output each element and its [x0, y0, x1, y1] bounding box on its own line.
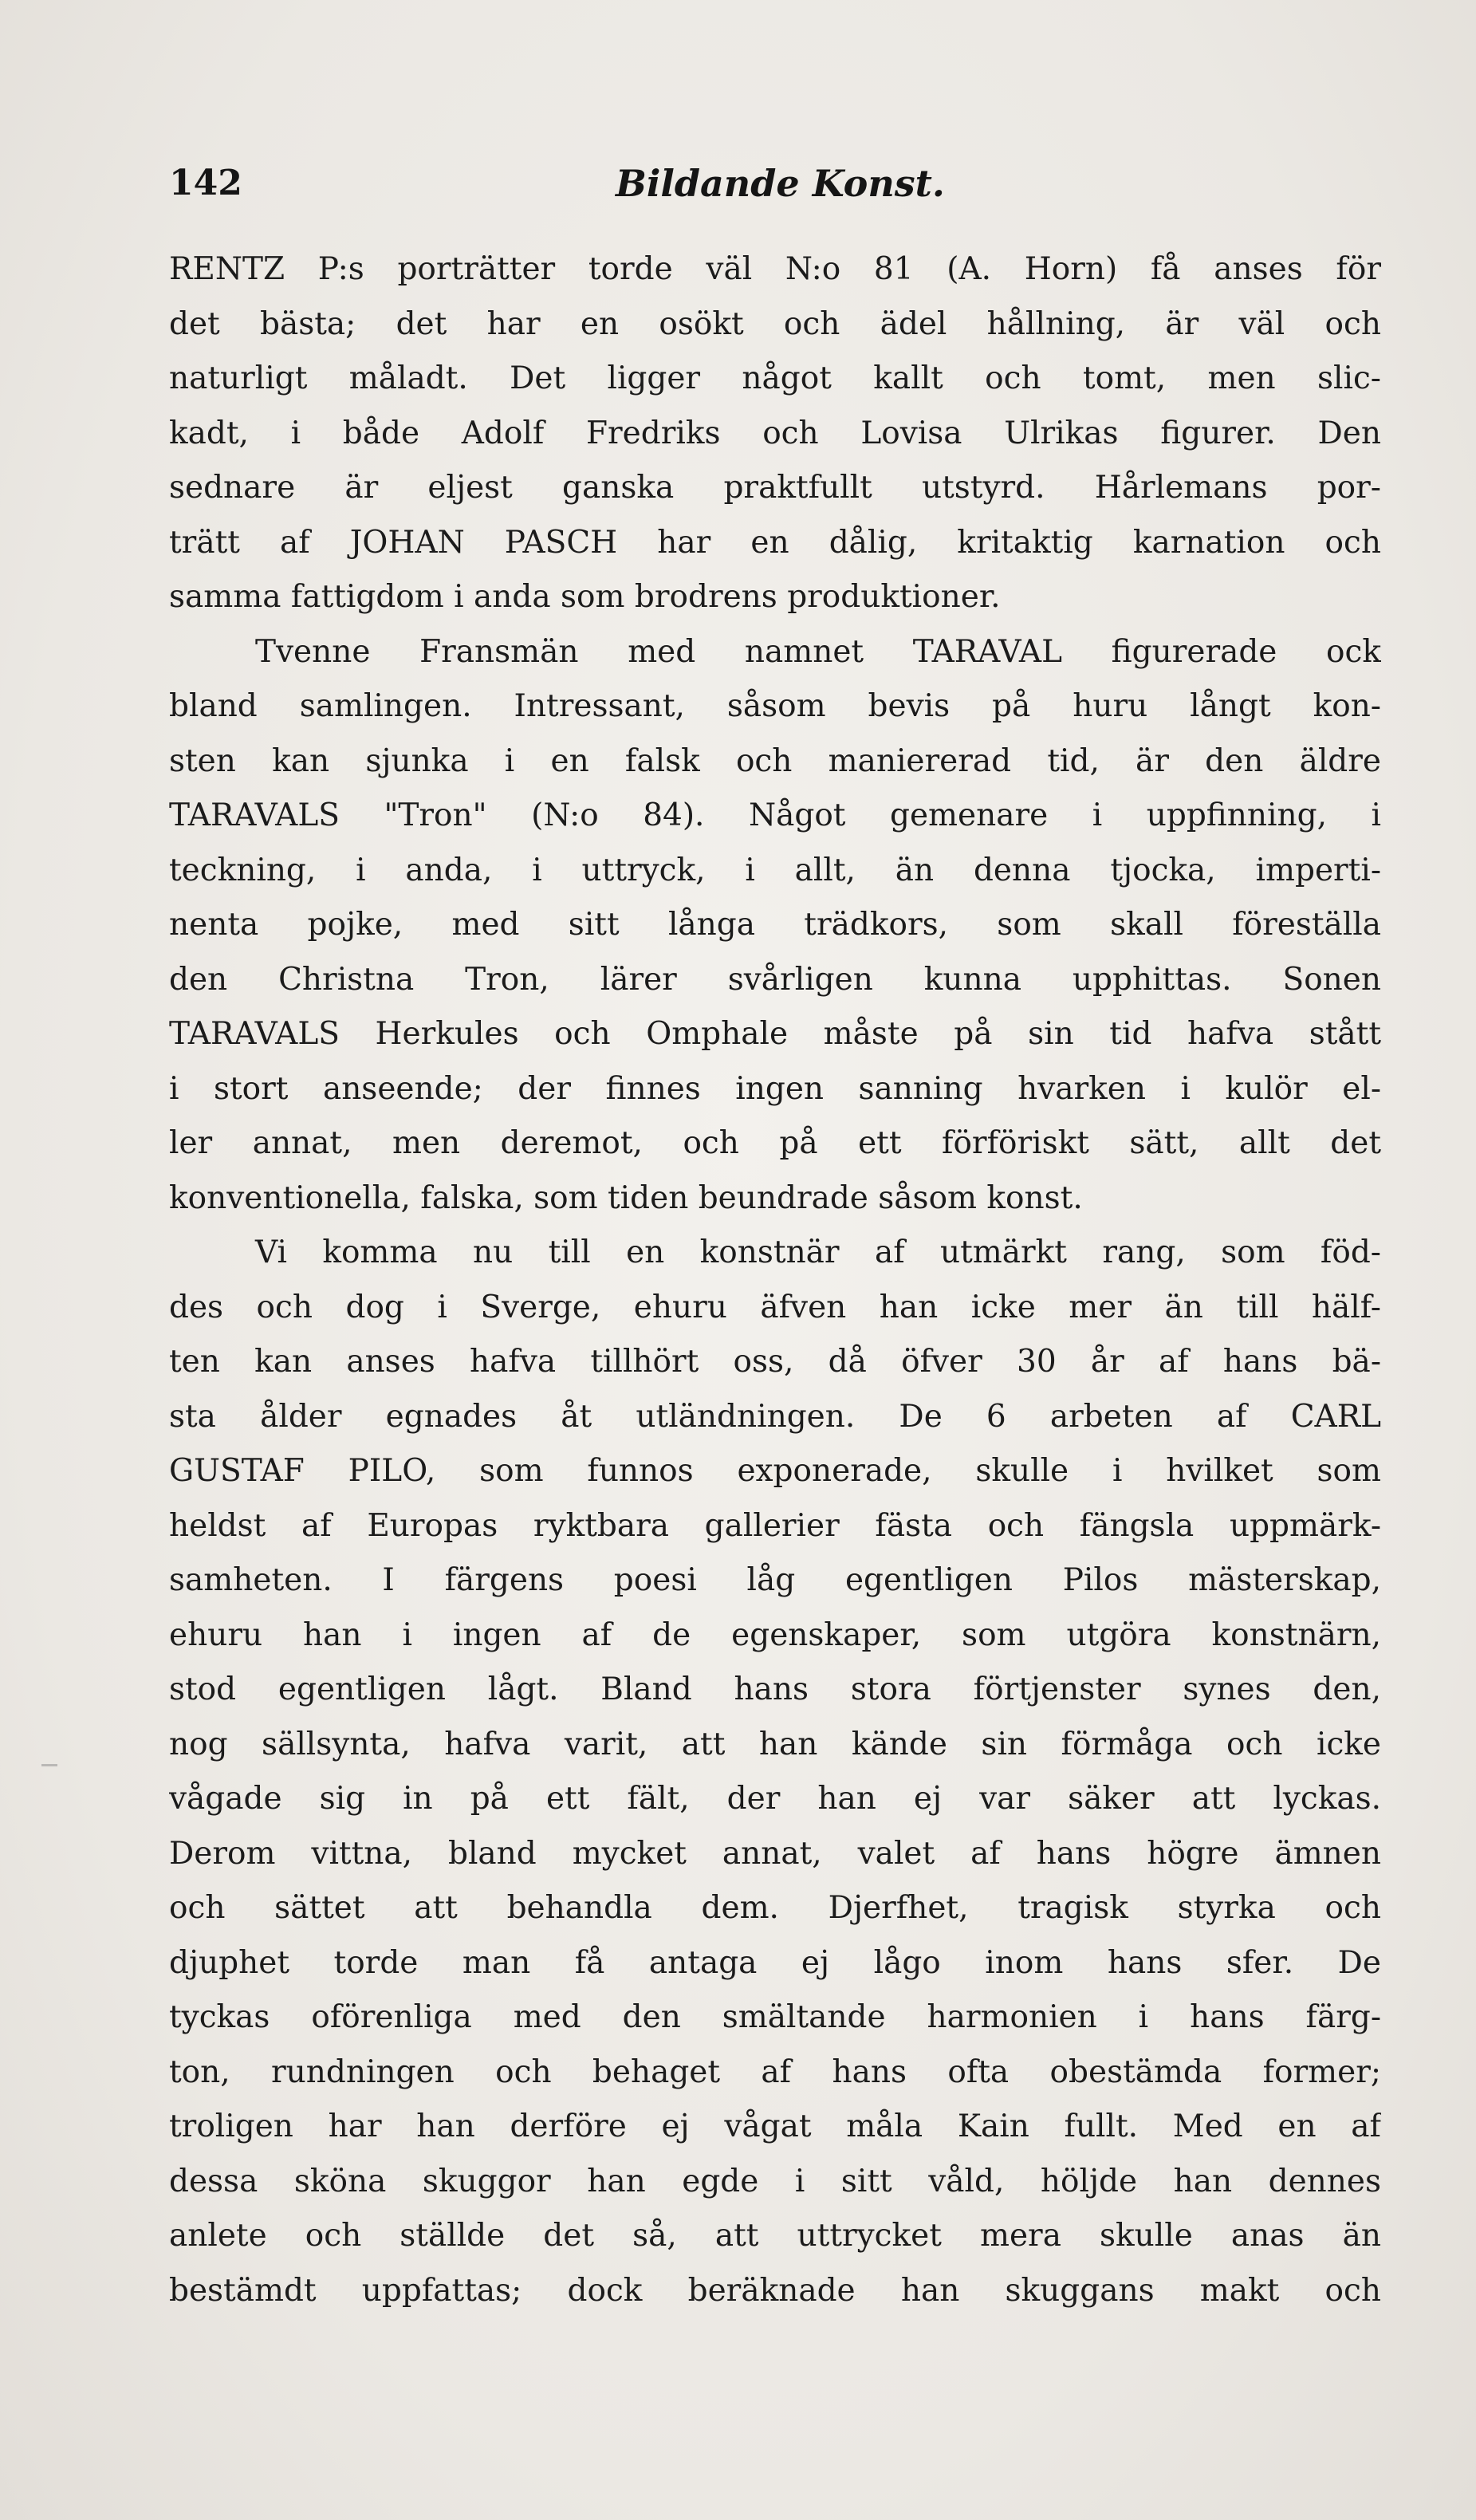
- text-line: trätt af JOHAN PASCH har en dålig, kritaktig karnation och: [169, 524, 1381, 561]
- text-line: dessa sköna skuggor han egde i sitt våld, höljde han dennes: [169, 2163, 1381, 2199]
- text-line: och sättet att behandla dem. Djerfhet, tragisk styrka och: [169, 1890, 1381, 1926]
- text-line: sta ålder egnades åt utländningen. De 6 arbeten af CARL: [169, 1398, 1381, 1435]
- text-line: sednare är eljest ganska praktfullt utstyrd. Hårlemans por-: [169, 470, 1381, 506]
- text-line: kadt, i både Adolf Fredriks och Lovisa Ulrikas figurer. Den: [169, 415, 1381, 451]
- text-line: ler annat, men deremot, och på ett förföriskt sätt, allt det: [169, 1125, 1381, 1161]
- text-line: des och dog i Sverge, ehuru äfven han icke mer än till hälf-: [169, 1289, 1381, 1325]
- page-number: 142: [169, 163, 242, 203]
- page-header: [169, 159, 1381, 223]
- text-line: naturligt måladt. Det ligger något kallt och tomt, men slic-: [169, 360, 1381, 396]
- text-line: RENTZ P:s porträtter torde väl N:o 81 (A. Horn) få anses för: [169, 251, 1381, 287]
- text-line: Tvenne Fransmän med namnet TARAVAL figurerade ock: [255, 633, 1381, 670]
- text-line: Vi komma nu till en konstnär af utmärkt rang, som föd-: [255, 1234, 1381, 1270]
- text-line: bland samlingen. Intressant, såsom bevis på huru långt kon-: [169, 688, 1381, 724]
- text-line: TARAVALS Herkules och Omphale måste på sin tid hafva stått: [169, 1016, 1381, 1052]
- text-line: stod egentligen lågt. Bland hans stora förtjenster synes den,: [169, 1671, 1381, 1707]
- text-line: den Christna Tron, lärer svårligen kunna upphittas. Sonen: [169, 961, 1381, 998]
- text-line: ton, rundningen och behaget af hans ofta obestämda former;: [169, 2053, 1381, 2090]
- text-line: nenta pojke, med sitt långa trädkors, som skall föreställa: [169, 907, 1381, 943]
- margin-mark: [41, 1764, 57, 1766]
- text-line: ten kan anses hafva tillhört oss, då öfver 30 år af hans bä-: [169, 1344, 1381, 1380]
- text-line: Derom vittna, bland mycket annat, valet af hans högre ämnen: [169, 1835, 1381, 1872]
- text-line: i stort anseende; der finnes ingen sanning hvarken i kulör el-: [169, 1070, 1381, 1107]
- text-line: sten kan sjunka i en falsk och maniererad tid, är den äldre: [169, 742, 1381, 779]
- text-line: tyckas oförenliga med den smältande harmonien i hans färg-: [169, 1999, 1381, 2035]
- text-line: nog sällsynta, hafva varit, att han kände sin förmåga och icke: [169, 1726, 1381, 1762]
- text-line: GUSTAF PILO, som funnos exponerade, skulle i hvilket som: [169, 1453, 1381, 1489]
- body-text: [169, 242, 1381, 2318]
- text-line: samma fattigdom i anda som brodrens produktioner.: [169, 579, 1001, 615]
- text-line: troligen har han derföre ej vågat måla Kain fullt. Med en af: [169, 2109, 1381, 2144]
- text-line: teckning, i anda, i uttryck, i allt, än denna tjocka, imperti-: [169, 852, 1381, 888]
- text-line: heldst af Europas ryktbara gallerier fästa och fängsla uppmärk-: [169, 1507, 1381, 1544]
- text-line: djuphet torde man få antaga ej lågo inom hans sfer. De: [169, 1944, 1381, 1981]
- text-line: det bästa; det har en osökt och ädel hållning, är väl och: [169, 305, 1381, 342]
- text-line: ehuru han i ingen af de egenskaper, som utgöra konstnärn,: [169, 1616, 1381, 1653]
- running-title: Bildande Konst.: [616, 162, 945, 205]
- text-line: samheten. I färgens poesi låg egentligen Pilos mästerskap,: [169, 1562, 1381, 1598]
- text-line: TARAVALS "Tron" (N:o 84). Något gemenare i uppfinning, i: [169, 797, 1381, 833]
- text-line: konventionella, falska, som tiden beundrade såsom konst.: [169, 1179, 1083, 1216]
- text-line: bestämdt uppfattas; dock beräknade han skuggans makt och: [169, 2272, 1381, 2309]
- text-line: anlete och ställde det så, att uttrycket mera skulle anas än: [169, 2218, 1381, 2254]
- text-line: vågade sig in på ett fält, der han ej var säker att lyckas.: [169, 1781, 1381, 1817]
